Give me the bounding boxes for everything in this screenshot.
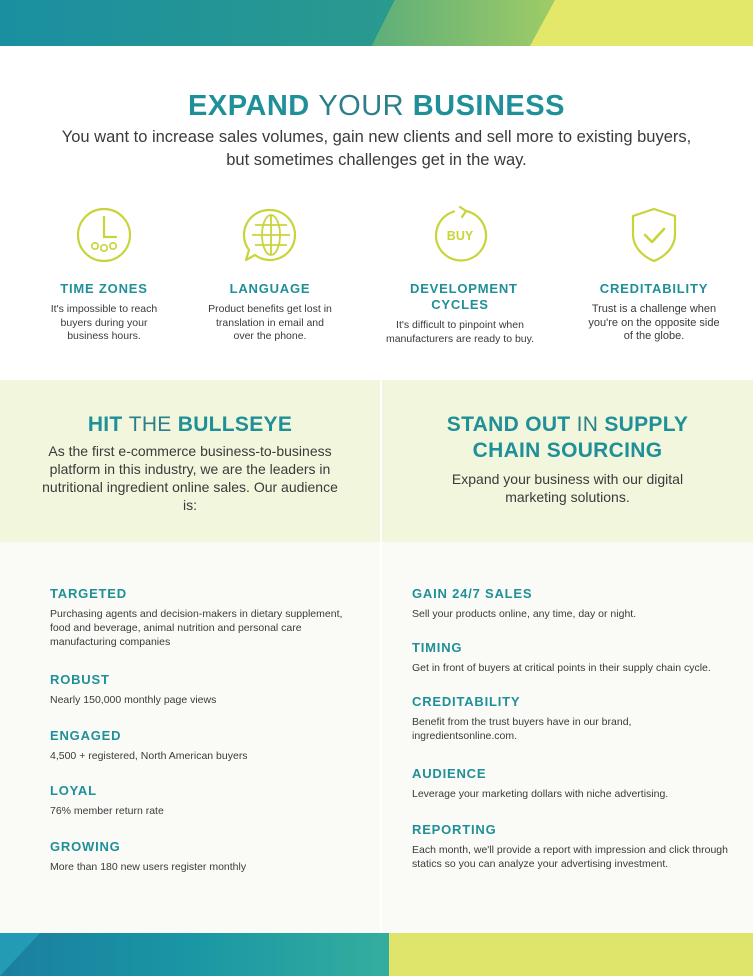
benefit-item-sales — [412, 586, 732, 621]
audience-item-title: LOYAL — [50, 783, 97, 798]
top-band-graphic — [0, 0, 753, 46]
audience-item-text: Purchasing agents and decision-makers in dietary supplement, food and beverage, animal nutrition and personal care manufacturing companies — [50, 608, 343, 648]
bottom-decorative-band — [0, 933, 753, 976]
benefit-item-text: Sell your products online, any time, day or night. — [412, 608, 637, 620]
standout-panel — [382, 380, 753, 542]
buy-icon-text: BUY — [446, 229, 474, 243]
audience-item-robust — [50, 672, 350, 707]
standout-title-in: IN — [576, 413, 599, 436]
globe-chat-icon — [240, 205, 300, 265]
benefits-column — [382, 542, 753, 933]
audience-item-loyal — [50, 783, 350, 818]
title-word-expand: EXPAND — [188, 90, 310, 122]
standout-title-supply: SUPPLY — [604, 413, 689, 436]
challenge-title: CREDITABILITY — [599, 281, 709, 296]
challenge-title: LANGUAGE — [229, 281, 311, 296]
challenge-creditability — [574, 205, 734, 344]
audience-item-targeted — [50, 586, 350, 649]
buy-cycle-icon — [430, 205, 490, 265]
challenge-text: It's difficult to pinpoint when manufacturers are ready to buy. — [385, 319, 535, 345]
benefit-item-text: Benefit from the trust buyers have in our brand, ingredientsonline.com. — [412, 716, 632, 742]
challenge-language — [190, 205, 350, 344]
title-word-business: BUSINESS — [412, 90, 565, 122]
bullseye-panel — [0, 380, 380, 542]
bullseye-title-bullseye: BULLSEYE — [177, 413, 293, 436]
bullseye-title-the: THE — [128, 413, 172, 436]
challenge-development-cycles — [380, 205, 540, 346]
benefit-item-title: GAIN 24/7 SALES — [412, 586, 533, 601]
standout-title — [382, 412, 753, 464]
benefit-item-text: Leverage your marketing dollars with niche advertising. — [412, 788, 669, 800]
bottom-band-graphic — [0, 933, 753, 976]
audience-item-title: TARGETED — [50, 586, 127, 601]
standout-text: Expand your business with our digital marketing solutions. — [451, 471, 684, 505]
benefit-item-title: AUDIENCE — [412, 766, 487, 781]
audience-item-growing — [50, 839, 350, 874]
audience-item-text: More than 180 new users register monthly — [50, 861, 247, 873]
challenge-title: TIME ZONES — [60, 281, 148, 296]
audience-column — [0, 542, 380, 933]
clock-icon — [74, 205, 134, 265]
bullseye-title-hit: HIT — [87, 413, 123, 436]
audience-item-text: 4,500 + registered, North American buyers — [50, 750, 248, 762]
top-decorative-band — [0, 0, 753, 46]
benefit-item-text: Get in front of buyers at critical points in their supply chain cycle. — [412, 662, 711, 674]
benefit-item-audience — [412, 766, 732, 801]
challenge-title: DEVELOPMENT CYCLES — [410, 281, 518, 312]
challenge-text: It's impossible to reach buyers during your business hours. — [50, 303, 158, 342]
benefit-item-creditability — [412, 694, 702, 743]
audience-item-engaged — [50, 728, 350, 763]
benefit-item-title: REPORTING — [412, 822, 497, 837]
challenge-text: Product benefits get lost in translation in email and over the phone. — [208, 303, 332, 342]
audience-item-title: ROBUST — [50, 672, 110, 687]
audience-item-title: ENGAGED — [50, 728, 122, 743]
shield-check-icon — [624, 205, 684, 265]
intro-text: You want to increase sales volumes, gain new clients and sell more to existing buyers, but sometimes challenges get in the way. — [61, 128, 692, 169]
benefit-item-text: Each month, we'll provide a report with impression and click through statics so you can analyze your advertising investment. — [412, 844, 728, 870]
page-title — [0, 90, 753, 123]
standout-title-chain-sourcing: CHAIN SOURCING — [472, 439, 663, 462]
audience-item-text: 76% member return rate — [50, 805, 164, 817]
audience-item-title: GROWING — [50, 839, 121, 854]
title-word-your: YOUR — [318, 90, 405, 122]
standout-title-stand-out: STAND OUT — [446, 413, 571, 436]
audience-item-text: Nearly 150,000 monthly page views — [50, 694, 217, 706]
benefit-item-timing — [412, 640, 732, 675]
benefit-item-title: TIMING — [412, 640, 463, 655]
bullseye-title — [0, 412, 380, 438]
bullseye-text: As the first e-commerce business-to-business platform in this industry, we are the leaders in nutritional ingredient online sales. Our audience is: — [42, 443, 338, 513]
benefit-item-title: CREDITABILITY — [412, 694, 521, 709]
benefit-item-reporting — [412, 822, 732, 871]
challenge-text: Trust is a challenge when you're on the opposite side of the globe. — [588, 303, 720, 342]
challenge-time-zones — [24, 205, 184, 344]
